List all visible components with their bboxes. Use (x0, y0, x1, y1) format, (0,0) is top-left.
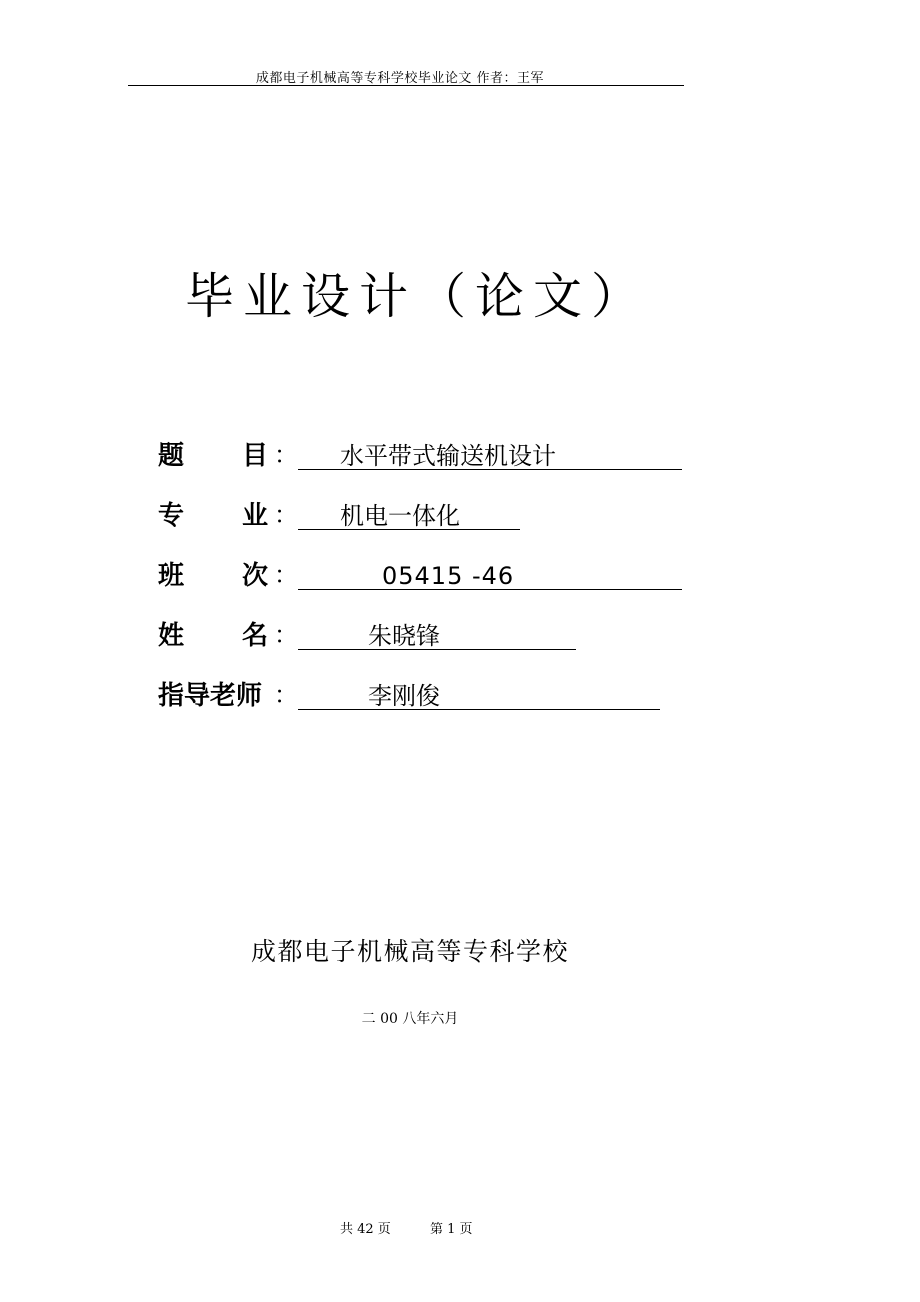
document-title: 毕业设计（论文） (185, 268, 650, 325)
info-colon: ： (274, 441, 298, 469)
school-name: 成都电子机械高等专科学校 (250, 937, 569, 966)
underline (298, 589, 682, 590)
info-colon: ： (274, 681, 298, 709)
info-value-advisor: 李刚俊 (368, 682, 440, 710)
underline (298, 469, 682, 470)
info-label-char: 姓 (158, 621, 185, 651)
page-total: 共 42 页 (340, 1222, 391, 1237)
info-label-char: 专 (158, 501, 185, 531)
info-colon: ： (274, 501, 298, 529)
date: 二 00 八年六月 (361, 1011, 459, 1027)
underline (298, 529, 520, 530)
info-label: 指导老师 (158, 681, 263, 711)
info-label-char: 业 (242, 501, 269, 531)
running-header: 成都电子机械高等专科学校毕业论文 作者：王军 (255, 71, 545, 86)
info-value-class: 05415 -46 (382, 562, 515, 590)
page-number: 第 1 页 (430, 1222, 473, 1237)
info-colon: ： (274, 621, 298, 649)
info-value-name: 朱晓锋 (368, 622, 440, 650)
info-label-char: 目 (242, 441, 269, 471)
info-label-char: 班 (158, 561, 185, 591)
info-label-char: 题 (158, 441, 185, 471)
info-colon: ： (274, 561, 298, 589)
info-label-char: 名 (242, 621, 269, 651)
info-label-char: 次 (242, 561, 269, 591)
underline (298, 649, 576, 650)
header-rule (128, 85, 684, 86)
info-value-major: 机电一体化 (340, 502, 460, 530)
info-value-topic: 水平带式输送机设计 (340, 442, 556, 470)
underline (298, 709, 660, 710)
